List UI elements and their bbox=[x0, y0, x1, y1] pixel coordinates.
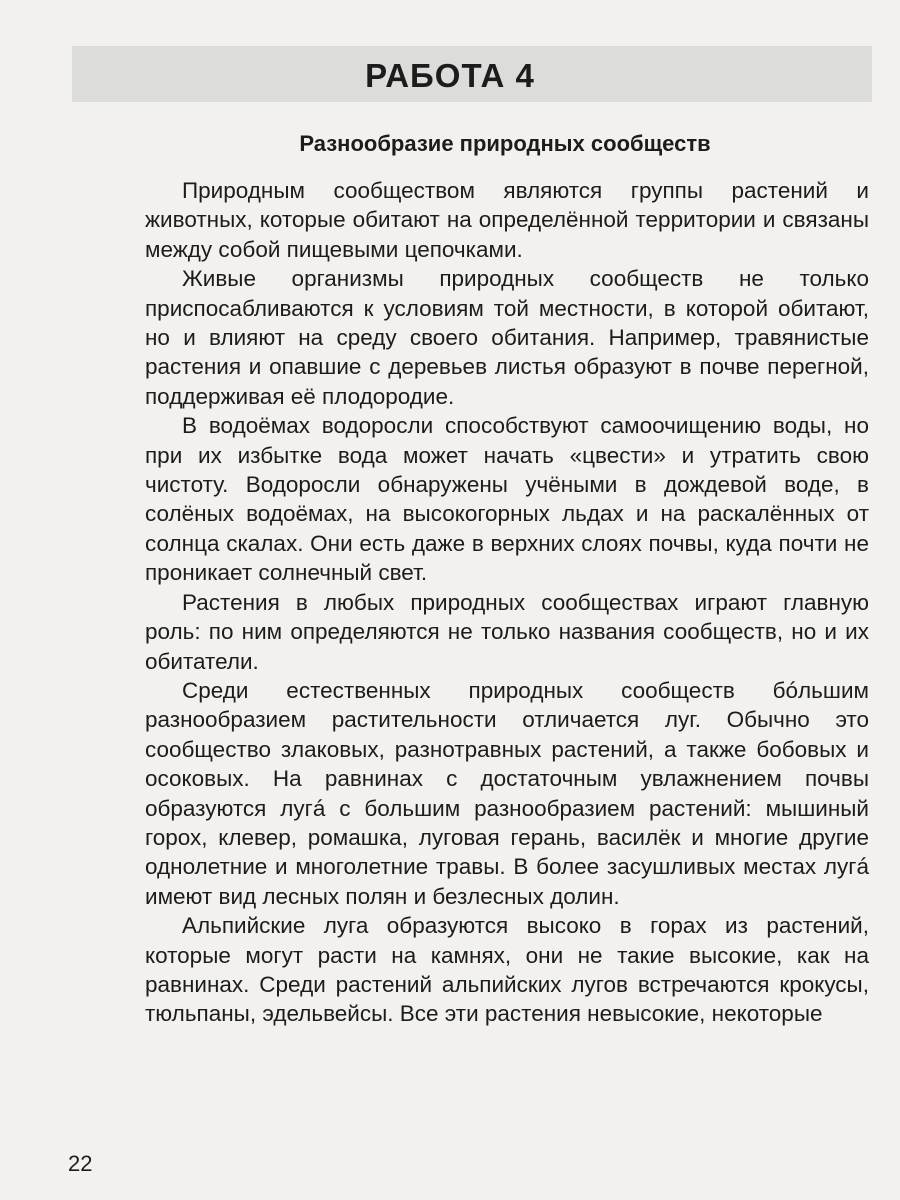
page-number: 22 bbox=[68, 1151, 93, 1176]
work-title: РАБОТА 4 bbox=[365, 57, 535, 94]
paragraph: Природным сообществом являются группы растений и животных, которые обитают на определённой территории и связаны между собой пищевыми цепочками. bbox=[145, 178, 869, 262]
section-title: Разнообразие природных сообществ bbox=[299, 131, 711, 156]
paragraph: Растения в любых природных сообществах играют главную роль: по ним определяются не только названия сообществ, но и их обитатели. bbox=[145, 589, 869, 674]
paragraph: Среди естественных природных сообществ бóльшим разнообразием растительности отличается луг. Обычно это сообщество злаковых, разнотравных растений, а также бобовых и осоковых. На равнинах с достаточным увлажнением почвы образуются лугá с большим разнообразием растений: мышиный горох, клевер, ромашка, луговая герань, василёк и многие другие однолетние и многолетние травы. В более засушливых местах лугá имеют вид лесных полян и безлесных долин. bbox=[145, 677, 869, 909]
body-text bbox=[145, 176, 869, 1029]
paragraph: Альпийские луга образуются высоко в горах из растений, которые могут расти на камнях, они не такие высокие, как на равнинах. Среди растений альпийских лугов встречаются крокусы, тюльпаны, эдельвейсы. Все эти растения невысокие, некоторые bbox=[145, 913, 869, 1027]
paragraph: Живые организмы природных сообществ не только приспосабливаются к условиям той местности, в которой обитают, но и влияют на среду своего обитания. Например, травянистые растения и опавшие с деревьев листья образуют в почве перегной, поддерживая её плодородие. bbox=[145, 266, 869, 409]
paragraph: В водоёмах водоросли способствуют самоочищению воды, но при их избытке вода может начать «цвести» и утратить свою чистоту. Водоросли обнаружены учёными в дождевой воде, в солёных водоёмах, на высокогорных льдах и на раскалённых от солнца скалах. Они есть даже в верхних слоях почвы, куда почти не проникает солнечный свет. bbox=[145, 413, 869, 586]
